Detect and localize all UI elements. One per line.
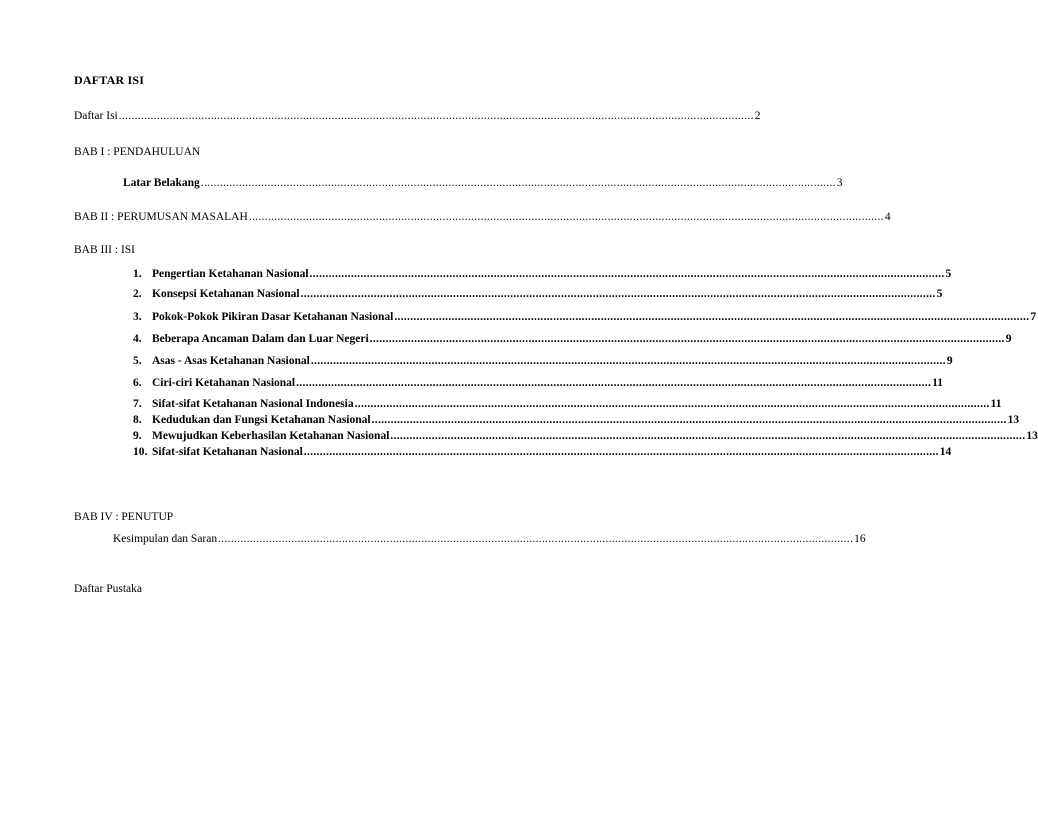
toc-leader-dots: ........................................................................................................................................................................................................ bbox=[248, 211, 884, 223]
toc-entry-label: Ciri-ciri Ketahanan Nasional bbox=[152, 377, 296, 389]
toc-item-number: 9. bbox=[133, 430, 142, 442]
toc-entry-label: Latar Belakang bbox=[123, 177, 200, 189]
toc-entry-label: Sifat-sifat Ketahanan Nasional bbox=[152, 446, 303, 458]
toc-subentry-3 bbox=[133, 311, 1037, 327]
toc-subentry-8 bbox=[133, 414, 1020, 430]
toc-subentry-2 bbox=[133, 288, 943, 304]
toc-leader-dots: ........................................................................................................................................................................................................ bbox=[369, 333, 1005, 345]
toc-entry-label: Pokok-Pokok Pikiran Dasar Ketahanan Nasional bbox=[152, 311, 394, 323]
toc-leader-dots: ........................................................................................................................................................................................................ bbox=[118, 110, 754, 122]
toc-entry-bab2 bbox=[74, 211, 891, 227]
toc-item-number: 8. bbox=[133, 414, 142, 426]
toc-subentry-9 bbox=[133, 430, 1038, 446]
toc-entry-page: 4 bbox=[884, 211, 891, 223]
toc-entry-page: 9 bbox=[1005, 333, 1012, 345]
toc-leader-dots: ........................................................................................................................................................................................................ bbox=[218, 533, 854, 545]
toc-item-number: 4. bbox=[133, 333, 142, 345]
toc-entry-page: 7 bbox=[1030, 311, 1037, 323]
toc-entry-label: BAB II : PERUMUSAN MASALAH bbox=[74, 211, 248, 223]
toc-subentry-5 bbox=[133, 355, 953, 371]
toc-subentry-7 bbox=[133, 398, 1002, 414]
toc-entry-kesimpulan bbox=[113, 533, 866, 549]
chapter-title-bab3: BAB III : ISI bbox=[74, 244, 136, 256]
toc-leader-dots: ........................................................................................................................................................................................................ bbox=[394, 311, 1030, 323]
toc-leader-dots: ........................................................................................................................................................................................................ bbox=[371, 414, 1007, 426]
toc-entry-page: 13 bbox=[1026, 430, 1038, 442]
toc-entry-label: Sifat-sifat Ketahanan Nasional Indonesia bbox=[152, 398, 354, 410]
toc-leader-dots: ........................................................................................................................................................................................................ bbox=[390, 430, 1026, 442]
toc-item-number: 7. bbox=[133, 398, 142, 410]
daftar-pustaka-title: Daftar Pustaka bbox=[74, 583, 143, 595]
toc-entry-daftar-isi bbox=[74, 110, 761, 126]
toc-entry-page: 13 bbox=[1007, 414, 1020, 426]
toc-subentry-1 bbox=[133, 268, 952, 284]
toc-item-number: 1. bbox=[133, 268, 142, 280]
toc-entry-page: 3 bbox=[836, 177, 843, 189]
toc-entry-label: Mewujudkan Keberhasilan Ketahanan Nasional bbox=[152, 430, 390, 442]
toc-entry-page: 14 bbox=[939, 446, 952, 458]
toc-entry-label: Daftar Isi bbox=[74, 110, 118, 122]
toc-entry-label: Beberapa Ancaman Dalam dan Luar Negeri bbox=[152, 333, 369, 345]
toc-entry-latar-belakang bbox=[123, 177, 843, 193]
toc-entry-label: Kedudukan dan Fungsi Ketahanan Nasional bbox=[152, 414, 371, 426]
toc-entry-page: 11 bbox=[932, 377, 943, 389]
toc-entry-label: Konsepsi Ketahanan Nasional bbox=[152, 288, 300, 300]
toc-entry-page: 2 bbox=[754, 110, 761, 122]
toc-item-number: 2. bbox=[133, 288, 142, 300]
chapter-title-bab1: BAB I : PENDAHULUAN bbox=[74, 146, 201, 158]
toc-leader-dots: ........................................................................................................................................................................................................ bbox=[200, 177, 836, 189]
toc-entry-page: 5 bbox=[945, 268, 952, 280]
toc-leader-dots: ........................................................................................................................................................................................................ bbox=[309, 268, 945, 280]
toc-item-number: 5. bbox=[133, 355, 142, 367]
toc-entry-label: Pengertian Ketahanan Nasional bbox=[152, 268, 309, 280]
toc-entry-page: 5 bbox=[936, 288, 943, 300]
toc-leader-dots: ........................................................................................................................................................................................................ bbox=[303, 446, 939, 458]
toc-subentry-10 bbox=[133, 446, 952, 462]
toc-entry-page: 16 bbox=[854, 533, 866, 545]
toc-item-number: 6. bbox=[133, 377, 142, 389]
toc-entry-label: Kesimpulan dan Saran bbox=[113, 533, 218, 545]
toc-leader-dots: ........................................................................................................................................................................................................ bbox=[354, 398, 990, 410]
toc-leader-dots: ........................................................................................................................................................................................................ bbox=[310, 355, 946, 367]
toc-leader-dots: ........................................................................................................................................................................................................ bbox=[300, 288, 936, 300]
toc-entry-page: 9 bbox=[946, 355, 953, 367]
page-title: DAFTAR ISI bbox=[74, 73, 145, 87]
chapter-title-bab4: BAB IV : PENUTUP bbox=[74, 511, 174, 523]
toc-subentry-6 bbox=[133, 377, 943, 393]
toc-leader-dots: ........................................................................................................................................................................................................ bbox=[296, 377, 932, 389]
toc-entry-label: Asas - Asas Ketahanan Nasional bbox=[152, 355, 310, 367]
toc-subentry-4 bbox=[133, 333, 1012, 349]
toc-entry-page: 11 bbox=[990, 398, 1002, 410]
toc-item-number: 3. bbox=[133, 311, 142, 323]
toc-item-number: 10. bbox=[133, 446, 148, 458]
